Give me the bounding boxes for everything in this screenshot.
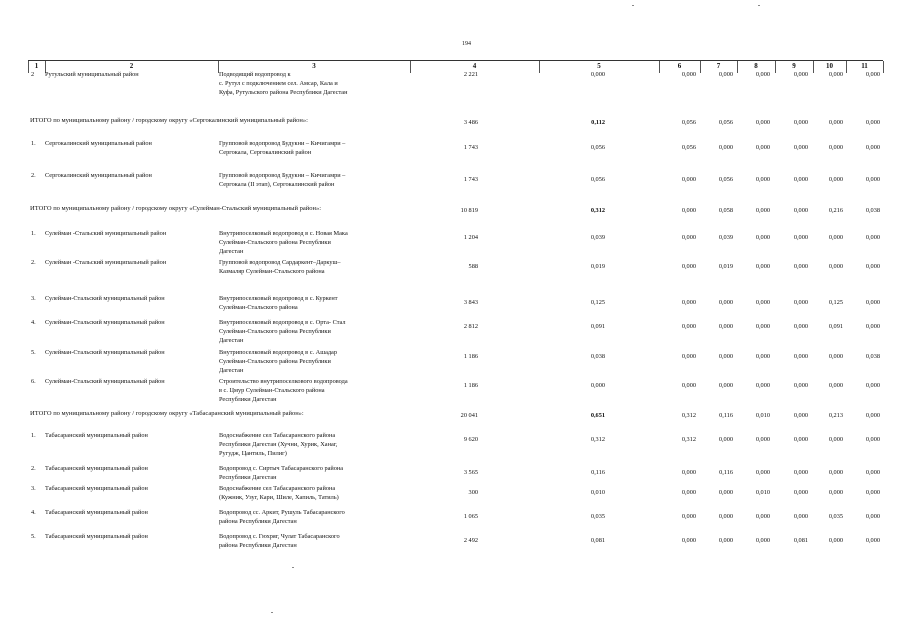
value-c10: 0,000 <box>828 144 843 151</box>
district-name: Сергокалинский муниципальный район <box>45 172 152 179</box>
value-c7: 0,000 <box>718 489 733 496</box>
value-c5: 0,035 <box>590 513 605 520</box>
value-c8: 0,000 <box>755 207 770 214</box>
value-c6: 0,000 <box>681 71 696 78</box>
value-c7: 0,116 <box>719 412 733 419</box>
district-name: Сулейман -Стальский муниципальный район <box>45 259 167 266</box>
object-description-line: Ругудж, Цантиль, Пилиг) <box>219 450 287 457</box>
value-c10: 0,000 <box>828 436 843 443</box>
object-description-line: Групповой водопровод Сардаркент–Даркуш– <box>219 259 341 266</box>
object-description-line: Водоснабжение сел Табасаранского района <box>219 432 336 439</box>
value-c6: 0,000 <box>681 234 696 241</box>
value-c6: 0,000 <box>681 382 696 389</box>
value-c7: 0,000 <box>718 537 733 544</box>
value-c10: 0,000 <box>828 71 843 78</box>
row-number: 4. <box>31 319 36 326</box>
object-description-line: Внутрипоселковый водопровод в с. Ашадар <box>219 349 338 356</box>
value-c8: 0,000 <box>755 323 770 330</box>
value-c6: 0,312 <box>681 436 696 443</box>
total-label: ИТОГО по муниципальному району / городскому округу «Сулейман-Стальский муниципальный район»: <box>30 205 322 212</box>
value-c10: 0,000 <box>828 263 843 270</box>
value-c11: 0,000 <box>865 176 880 183</box>
value-c7: 0,000 <box>718 144 733 151</box>
value-c4: 1 743 <box>463 144 478 151</box>
row-number: 3. <box>31 485 36 492</box>
object-description-line: Республики Дагестан (Хучни, Хурик, Ханаг, <box>219 441 338 448</box>
row-number: 5. <box>31 533 36 540</box>
value-c4: 2 221 <box>463 71 478 78</box>
district-name: Сулейман-Стальский муниципальный район <box>45 319 165 326</box>
value-c7: 0,039 <box>718 234 733 241</box>
object-description-line: Сулейман-Стальского района <box>219 304 298 311</box>
object-description-line: Дагестан <box>219 337 244 344</box>
district-name: Табасаранский муниципальный район <box>45 465 148 472</box>
value-c4: 1 743 <box>463 176 478 183</box>
header-col-5: 5 <box>597 62 601 70</box>
value-c7: 0,116 <box>719 469 733 476</box>
value-c9: 0,000 <box>793 176 808 183</box>
object-description-line: Дагестан <box>219 248 244 255</box>
value-c7: 0,000 <box>718 71 733 78</box>
value-c6: 0,000 <box>681 176 696 183</box>
row-number: 2. <box>31 465 36 472</box>
value-c11: 0,000 <box>865 489 880 496</box>
object-description-line: Республики Дагестан <box>219 474 277 481</box>
object-description-line: Куфа, Рутульского района Республики Дагестан <box>219 89 348 96</box>
object-description-line: Республики Дагестан <box>219 396 277 403</box>
value-c9: 0,000 <box>793 323 808 330</box>
value-c6: 0,000 <box>681 469 696 476</box>
object-description-line: Водоснабжение сел Табасаранского района <box>219 485 336 492</box>
value-c4: 1 186 <box>463 353 478 360</box>
value-c8: 0,000 <box>755 436 770 443</box>
value-c10: 0,000 <box>828 234 843 241</box>
value-c11: 0,000 <box>865 323 880 330</box>
value-c11: 0,000 <box>865 299 880 306</box>
value-c9: 0,000 <box>793 469 808 476</box>
value-c6: 0,000 <box>681 489 696 496</box>
scan-speck <box>271 612 273 613</box>
value-c8: 0,000 <box>755 71 770 78</box>
total-label: ИТОГО по муниципальному району / городскому округу «Табасаранский муниципальный район»: <box>30 410 304 417</box>
value-c11: 0,000 <box>865 71 880 78</box>
value-c10: 0,000 <box>828 537 843 544</box>
header-col-10: 10 <box>826 62 833 70</box>
value-c9: 0,000 <box>793 234 808 241</box>
header-col-3: 3 <box>312 62 316 70</box>
value-c6: 0,056 <box>681 119 696 126</box>
row-number: 1. <box>31 432 36 439</box>
value-c9: 0,000 <box>793 299 808 306</box>
object-description-line: Водопровод с. Гюхряг, Чулат Табасаранского <box>219 533 340 540</box>
scan-speck <box>632 5 634 6</box>
district-name: Сулейман-Стальский муниципальный район <box>45 295 165 302</box>
header-col-6: 6 <box>677 62 682 70</box>
value-c11: 0,000 <box>865 263 880 270</box>
object-description-line: Групповой водопровод Будукни – Кичигамри – <box>219 140 346 147</box>
value-c5: 0,091 <box>590 323 605 330</box>
value-c6: 0,000 <box>681 513 696 520</box>
row-number: 6. <box>31 378 36 385</box>
object-description-line: Внутрипоселковый водопровод в с. Куркент <box>219 295 338 302</box>
object-description-line: Групповой водопровод Будукни – Кичигамри – <box>219 172 346 179</box>
value-c11: 0,038 <box>865 353 880 360</box>
value-c7: 0,019 <box>718 263 733 270</box>
row-number: 2. <box>31 172 36 179</box>
value-c4: 20 041 <box>460 412 478 419</box>
value-c4: 1 186 <box>463 382 478 389</box>
value-c5: 0,000 <box>590 71 605 78</box>
object-description-line: в с. Цмур Сулейман-Стальского района <box>219 387 325 394</box>
value-c7: 0,058 <box>718 207 733 214</box>
value-c5: 0,651 <box>590 412 605 419</box>
value-c8: 0,010 <box>755 412 770 419</box>
value-c10: 0,000 <box>828 119 843 126</box>
value-c9: 0,000 <box>793 513 808 520</box>
object-description-line: Внутрипоселковый водопровод в с. Орта- Стал <box>219 319 346 326</box>
object-description-line: района Республики Дагестан <box>219 518 297 525</box>
value-c9: 0,081 <box>793 537 808 544</box>
object-description-line: Внутрипоселковый водопровод в с. Новая Макa <box>219 230 348 237</box>
scan-speck <box>292 567 294 568</box>
value-c8: 0,010 <box>755 489 770 496</box>
value-c10: 0,000 <box>828 176 843 183</box>
value-c4: 3 565 <box>463 469 478 476</box>
object-description-line: Водопровод с. Сиртыч Табасаранского района <box>219 465 344 472</box>
value-c6: 0,000 <box>681 323 696 330</box>
value-c5: 0,010 <box>590 489 605 496</box>
value-c5: 0,112 <box>591 119 605 126</box>
header-col-9: 9 <box>792 62 796 70</box>
value-c5: 0,312 <box>590 207 605 214</box>
value-c5: 0,019 <box>590 263 605 270</box>
value-c7: 0,056 <box>718 119 733 126</box>
value-c9: 0,000 <box>793 489 808 496</box>
value-c9: 0,000 <box>793 207 808 214</box>
value-c8: 0,000 <box>755 263 770 270</box>
value-c9: 0,000 <box>793 263 808 270</box>
object-description-line: Сулейман-Стальского района Республики <box>219 239 331 246</box>
value-c11: 0,000 <box>865 144 880 151</box>
district-name: Табасаранский муниципальный район <box>45 509 148 516</box>
value-c7: 0,000 <box>718 513 733 520</box>
value-c8: 0,000 <box>755 176 770 183</box>
object-description-line: Сергокала, Сергокалинский район <box>219 149 312 156</box>
object-description-line: Сулейман-Стальского района Республики <box>219 358 331 365</box>
value-c11: 0,000 <box>865 469 880 476</box>
object-description-line: Сергокала (II этап), Сергокалинский район <box>219 181 335 188</box>
district-name: Сулейман-Стальский муниципальный район <box>45 378 165 385</box>
value-c4: 1 065 <box>463 513 478 520</box>
value-c7: 0,000 <box>718 436 733 443</box>
value-c10: 0,000 <box>828 382 843 389</box>
value-c10: 0,000 <box>828 353 843 360</box>
value-c5: 0,038 <box>590 353 605 360</box>
row-number: 1. <box>31 140 36 147</box>
value-c11: 0,000 <box>865 119 880 126</box>
row-number: 2 <box>31 71 35 78</box>
value-c9: 0,000 <box>793 144 808 151</box>
value-c8: 0,000 <box>755 353 770 360</box>
value-c11: 0,000 <box>865 537 880 544</box>
object-description-line: Дагестан <box>219 367 244 374</box>
value-c8: 0,000 <box>755 299 770 306</box>
value-c10: 0,125 <box>828 299 843 306</box>
district-name: Табасаранский муниципальный район <box>45 432 148 439</box>
header-col-4: 4 <box>472 62 477 70</box>
header-col-2: 2 <box>129 62 134 70</box>
object-description-line: Казмаляр Сулейман-Стальского района <box>219 268 325 275</box>
value-c7: 0,000 <box>718 323 733 330</box>
header-col-8: 8 <box>754 62 758 70</box>
row-number: 3. <box>31 295 36 302</box>
object-description-line: района Республики Дагестан <box>219 542 297 549</box>
value-c4: 9 620 <box>463 436 478 443</box>
header-col-11: 11 <box>861 62 868 70</box>
value-c10: 0,213 <box>828 412 843 419</box>
value-c4: 2 812 <box>463 323 478 330</box>
district-name: Сергокалинский муниципальный район <box>45 140 152 147</box>
value-c8: 0,000 <box>755 537 770 544</box>
row-number: 1. <box>31 230 36 237</box>
value-c5: 0,125 <box>590 299 605 306</box>
value-c9: 0,000 <box>793 71 808 78</box>
value-c10: 0,000 <box>828 489 843 496</box>
value-c9: 0,000 <box>793 382 808 389</box>
value-c5: 0,039 <box>590 234 605 241</box>
value-c4: 300 <box>468 489 478 496</box>
district-name: Рутульский муниципальный район <box>45 71 139 78</box>
value-c8: 0,000 <box>755 144 770 151</box>
header-divider <box>883 61 884 73</box>
object-description-line: (Кужник, Узуг, Кари, Шиле, Хапиль, Татиль) <box>219 494 339 501</box>
header-col-1: 1 <box>34 62 39 70</box>
object-description-line: Строительство внутрипоселкового водопровода <box>219 378 348 385</box>
value-c5: 0,312 <box>590 436 605 443</box>
row-number: 4. <box>31 509 36 516</box>
value-c6: 0,000 <box>681 299 696 306</box>
page-number: 194 <box>462 41 471 47</box>
total-label: ИТОГО по муниципальному району / городскому округу «Сергокалинский муниципальный район»: <box>30 117 308 124</box>
district-name: Табасаранский муниципальный район <box>45 533 148 540</box>
value-c9: 0,000 <box>793 436 808 443</box>
value-c8: 0,000 <box>755 513 770 520</box>
value-c10: 0,000 <box>828 469 843 476</box>
value-c6: 0,000 <box>681 537 696 544</box>
value-c10: 0,216 <box>828 207 843 214</box>
value-c8: 0,000 <box>755 234 770 241</box>
district-name: Сулейман -Стальский муниципальный район <box>45 230 167 237</box>
value-c9: 0,000 <box>793 119 808 126</box>
value-c7: 0,000 <box>718 299 733 306</box>
value-c5: 0,000 <box>590 382 605 389</box>
object-description-line: с. Рутул с подключением сел. Амсар, Кала и <box>219 80 338 87</box>
object-description-line: Подводящий водопровод к <box>219 71 291 78</box>
value-c11: 0,000 <box>865 436 880 443</box>
value-c11: 0,038 <box>865 207 880 214</box>
value-c5: 0,056 <box>590 176 605 183</box>
header-col-7: 7 <box>716 62 721 70</box>
value-c11: 0,000 <box>865 513 880 520</box>
value-c10: 0,035 <box>828 513 843 520</box>
value-c4: 1 204 <box>463 234 478 241</box>
district-name: Сулейман-Стальский муниципальный район <box>45 349 165 356</box>
row-number: 2. <box>31 259 36 266</box>
value-c8: 0,000 <box>755 382 770 389</box>
value-c5: 0,116 <box>591 469 605 476</box>
value-c4: 2 492 <box>463 537 478 544</box>
value-c4: 10 819 <box>460 207 478 214</box>
value-c6: 0,000 <box>681 353 696 360</box>
value-c8: 0,000 <box>755 119 770 126</box>
value-c4: 588 <box>468 263 478 270</box>
value-c5: 0,056 <box>590 144 605 151</box>
scan-speck <box>758 5 760 6</box>
value-c9: 0,000 <box>793 412 808 419</box>
value-c7: 0,000 <box>718 382 733 389</box>
value-c8: 0,000 <box>755 469 770 476</box>
value-c6: 0,056 <box>681 144 696 151</box>
object-description-line: Водопровод сс. Аркит, Рушуль Табасаранского <box>219 509 345 516</box>
district-name: Табасаранский муниципальный район <box>45 485 148 492</box>
value-c11: 0,000 <box>865 234 880 241</box>
value-c6: 0,000 <box>681 207 696 214</box>
value-c4: 3 486 <box>463 119 478 126</box>
object-description-line: Сулейман-Стальского района Республики <box>219 328 331 335</box>
value-c6: 0,312 <box>681 412 696 419</box>
value-c4: 3 843 <box>463 299 478 306</box>
row-number: 5. <box>31 349 36 356</box>
value-c10: 0,091 <box>828 323 843 330</box>
value-c7: 0,056 <box>718 176 733 183</box>
value-c11: 0,000 <box>865 382 880 389</box>
value-c11: 0,000 <box>865 412 880 419</box>
value-c5: 0,081 <box>590 537 605 544</box>
value-c6: 0,000 <box>681 263 696 270</box>
value-c7: 0,000 <box>718 353 733 360</box>
value-c9: 0,000 <box>793 353 808 360</box>
